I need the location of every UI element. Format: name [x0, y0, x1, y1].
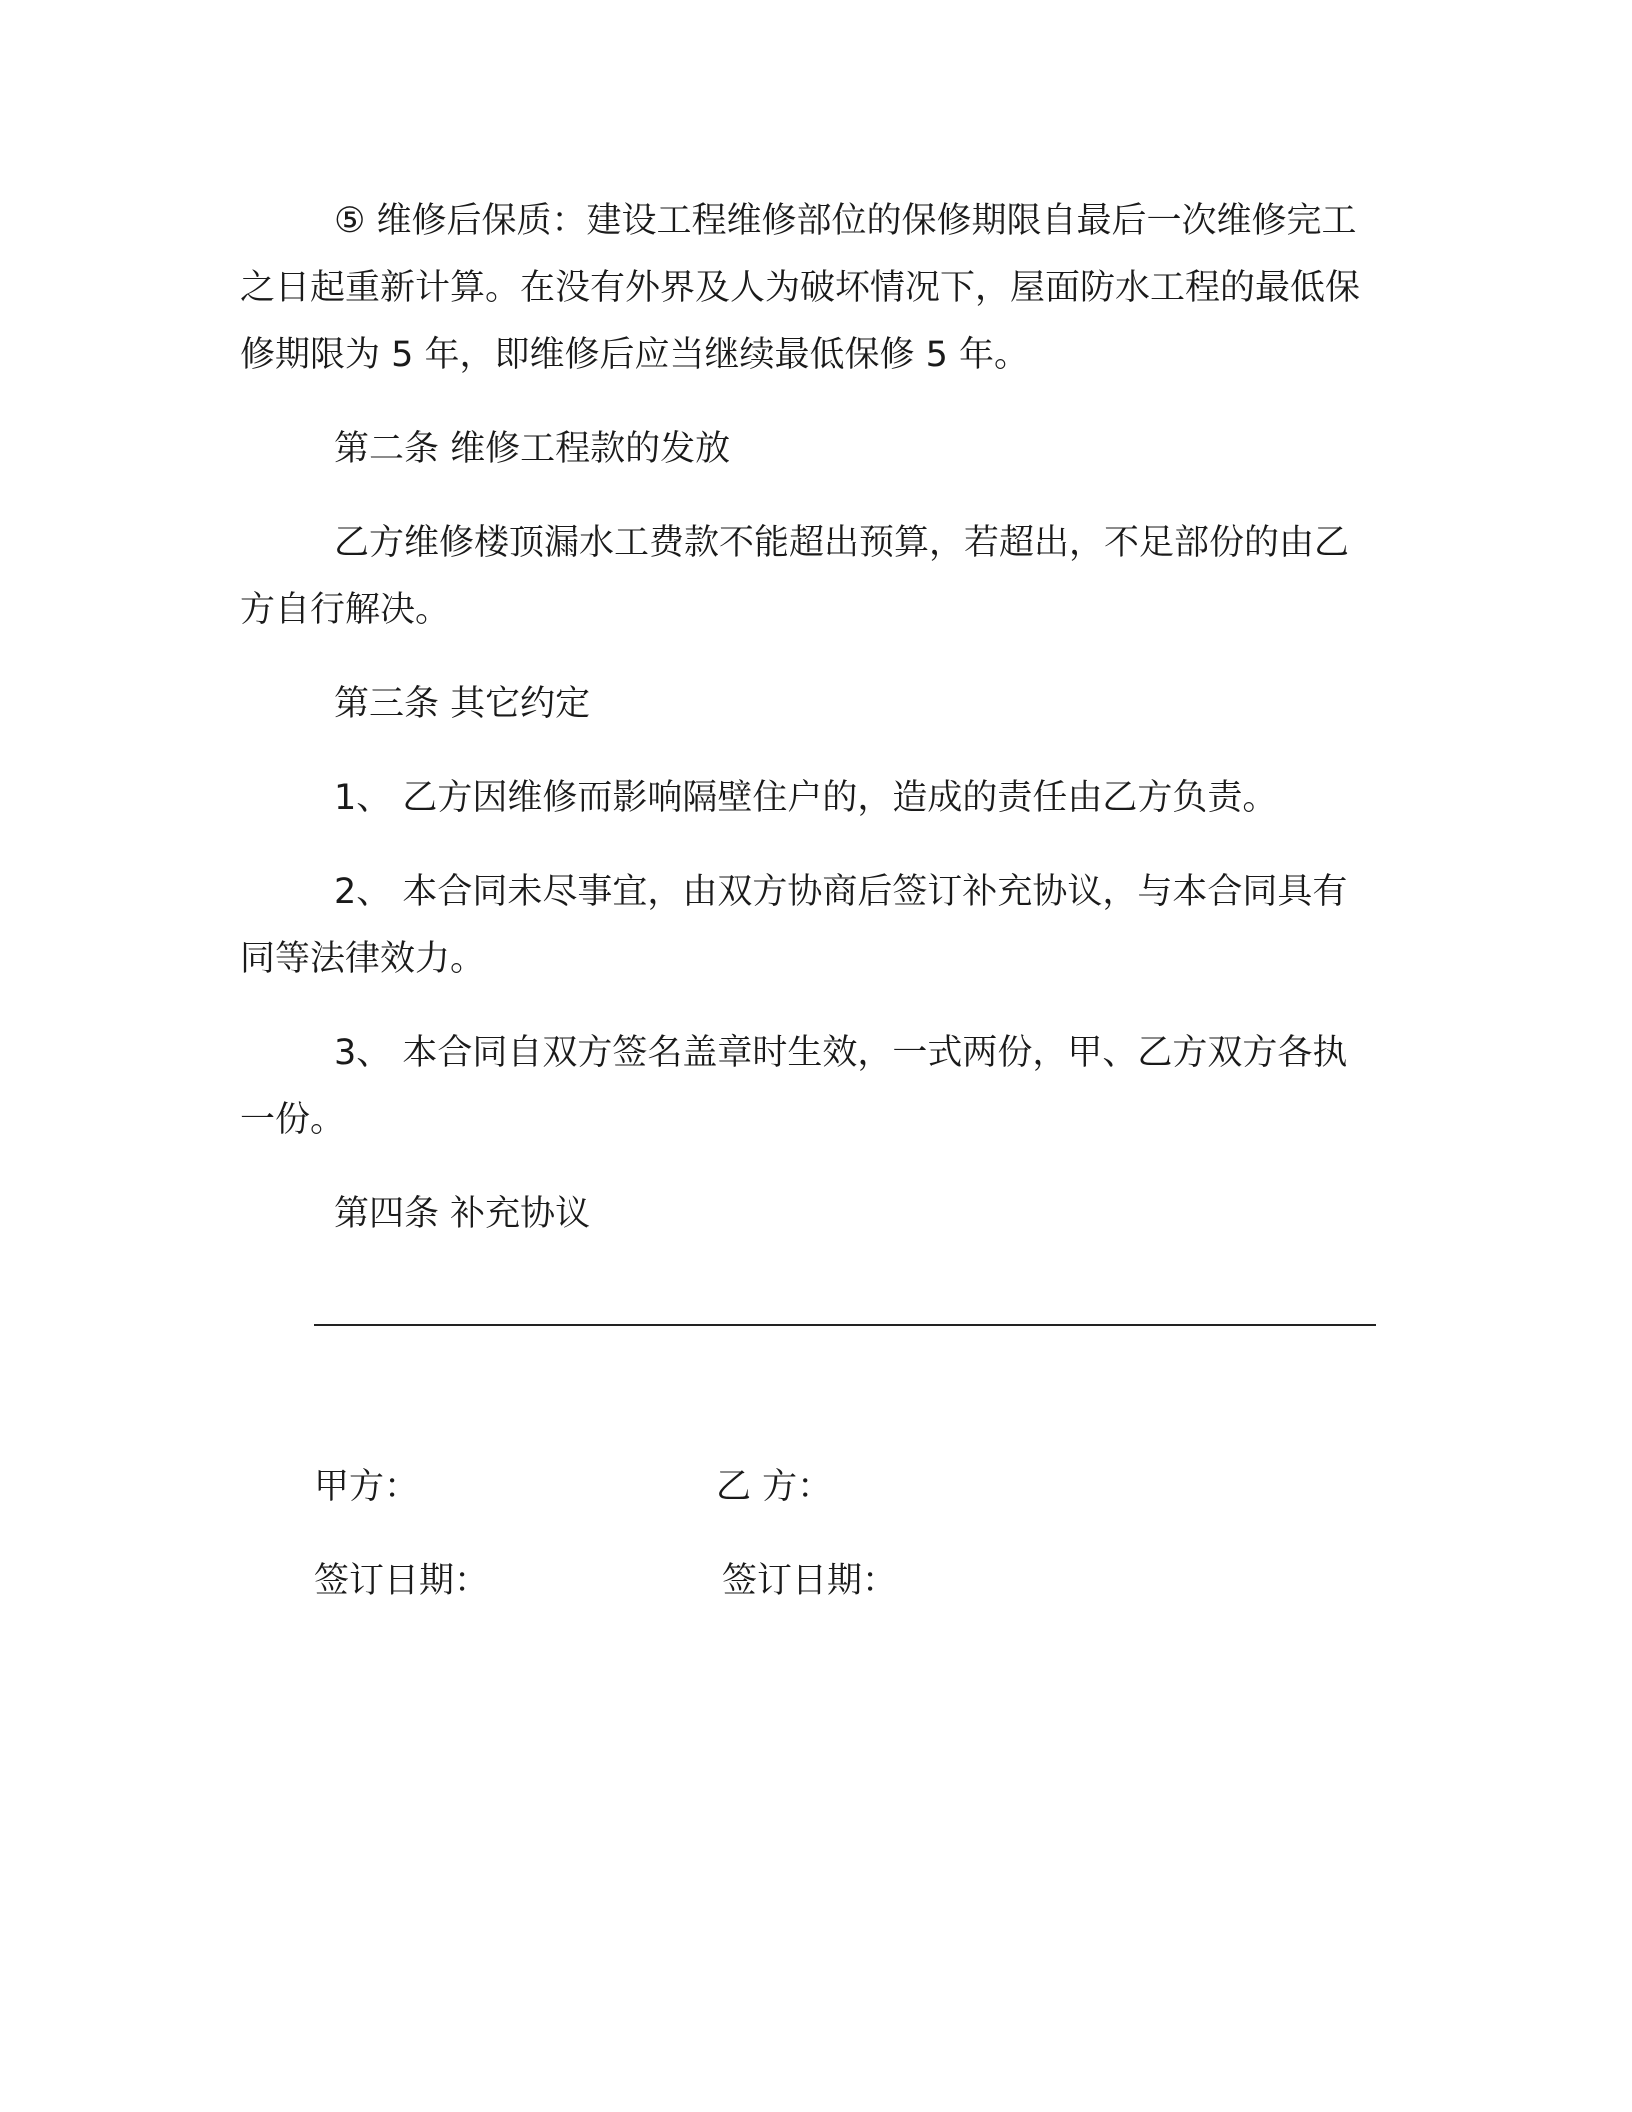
paragraph-payment: 乙方维修楼顶漏水工费款不能超出预算，若超出，不足部份的由乙方自行解决。 — [240, 523, 1350, 630]
list-item-3: 3、 本合同自双方签名盖章时生效，一式两份，甲、乙方双方各执一份。 — [240, 1033, 1348, 1140]
supplement-blank-line — [314, 1324, 1376, 1326]
list-item-1: 1、 乙方因维修而影响隔壁住户的，造成的责任由乙方负责。 — [334, 778, 1278, 818]
party-b-label: 乙 方： — [716, 1467, 833, 1507]
party-a-sign-date-label: 签订日期： — [314, 1561, 490, 1601]
party-b-sign-date-label: 签订日期： — [722, 1561, 898, 1601]
heading-article-4: 第四条 补充协议 — [334, 1194, 591, 1234]
heading-article-3: 第三条 其它约定 — [334, 684, 591, 724]
party-a-label: 甲方： — [314, 1467, 420, 1507]
heading-article-2: 第二条 维修工程款的发放 — [334, 429, 731, 469]
paragraph-warranty-after-repair: ⑤ 维修后保质：建设工程维修部位的保修期限自最后一次维修完工之日起重新计算。在没有外界及人为破坏情况下，屋面防水工程的最低保修期限为 5 年，即维修后应当继续最低保修 5 年。 — [240, 201, 1361, 375]
list-item-2: 2、 本合同未尽事宜，由双方协商后签订补充协议，与本合同具有同等法律效力。 — [240, 872, 1348, 979]
document-body — [240, 188, 1380, 1275]
